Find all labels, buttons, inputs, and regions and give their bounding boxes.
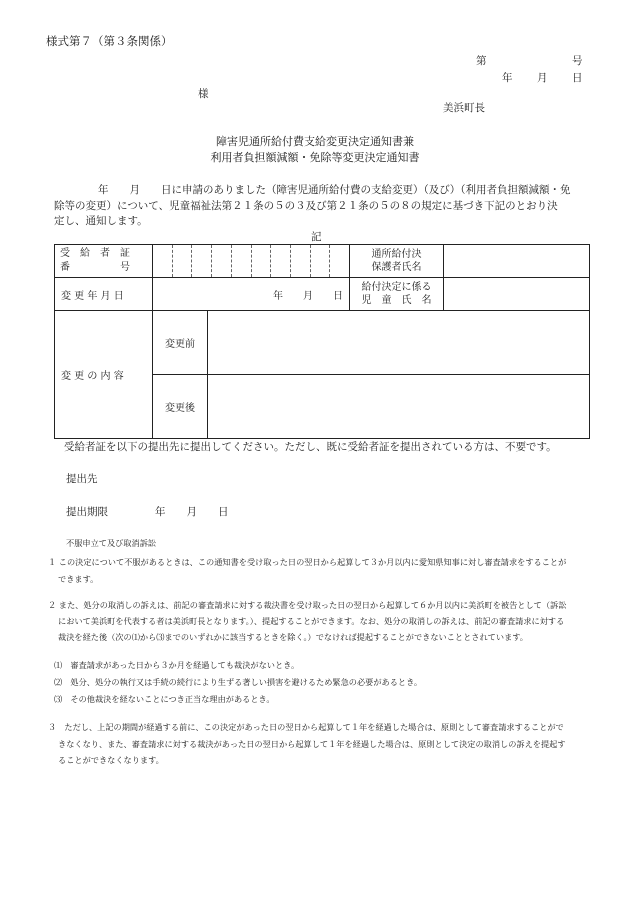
appeal-item-2: ⑵ 処分、処分の執行又は手続の続行により生ずる著しい損害を避けるため緊急の必要があるとき。 (54, 677, 423, 687)
intro-line-3: 定し、通知します。 (54, 215, 148, 227)
intro-line-2: 除等の変更）について、児童福祉法第２１条の５の３及び第２１条の５の８の規定に基づき下記のとおり決 (54, 200, 558, 212)
appeal-p3-line2: きなくなり、また、審査請求に対する裁決があった日の翌日から起算して１年を経過した場合は、原則として決定の取消しの訴えを提起す (58, 739, 566, 749)
appeal-p3-line3: ることができなくなります。 (58, 755, 164, 765)
submission-note: 受給者証を以下の提出先に提出してください。ただし、既に受給者証を提出されている方は、不要です。 (64, 441, 557, 453)
before-field[interactable] (208, 311, 590, 375)
addressee-sama: 様 (198, 88, 209, 100)
deadline-label: 提出期限 (66, 506, 108, 518)
after-label: 変更後 (153, 375, 208, 439)
appeal-p2-line1: ２ また、処分の取消しの訴えは、前記の審査請求に対する裁決書を受け取った日の翌日から起算して６か月以内に美浜町を被告として（訴訟 (48, 600, 567, 610)
decision-table (54, 244, 590, 439)
child-name-label: 給付決定に係る 児 童 氏 名 (350, 278, 444, 311)
doc-number-dai: 第 (476, 55, 487, 67)
guardian-name-field[interactable] (444, 245, 590, 278)
appeal-p3-line1: ３ ただし、上記の期間が経過する前に、この決定があった日の翌日から起算して１年を経過した場合は、原則として審査請求することがで (48, 722, 564, 732)
form-number: 様式第７（第３条関係） (46, 34, 173, 48)
child-name-field[interactable] (444, 278, 590, 311)
date-day: 日 (572, 72, 583, 84)
appeal-p1-line1: １ この決定について不服があるときは、この通知書を受け取った日の翌日から起算して３か月以内に愛知県知事に対し審査請求をすることが (48, 557, 567, 567)
deadline-value: 年 月 日 (155, 506, 229, 518)
recipient-no-label: 受 給 者 証 番 号 (55, 245, 153, 278)
issuer-name: 美浜町長 (443, 102, 485, 114)
date-year: 年 (502, 72, 513, 84)
appeal-p1-line2: できます。 (58, 574, 99, 584)
change-date-field[interactable]: 年 月 日 (153, 278, 350, 311)
title-line-2: 利用者負担額減額・免除等変更決定通知書 (210, 151, 420, 164)
before-label: 変更前 (153, 311, 208, 375)
title-line-1: 障害児通所給付費支給変更決定通知書兼 (216, 135, 414, 148)
appeal-p2-line3: 裁決を経た後（次の⑴から⑶までのいずれかに該当するときを除く。）でなければ提起することができないこととされています。 (58, 632, 528, 642)
appeal-heading: 不服申立て及び取消訴訟 (66, 538, 157, 548)
after-field[interactable] (208, 375, 590, 439)
appeal-item-3: ⑶ その他裁決を経ないことにつき正当な理由があるとき。 (54, 694, 275, 704)
guardian-name-label: 通所給付決 保護者氏名 (350, 245, 444, 278)
recipient-no-cells[interactable] (153, 245, 350, 278)
intro-line-1: 年 月 日に申請のありました（障害児通所給付費の支給変更）（及び）（利用者負担額減額・免 (98, 184, 571, 196)
appeal-p2-line2: において美浜町を代表する者は美浜町長となります。）、提起することができます。なお、処分の取消しの訴えは、前記の審査請求に対する (58, 616, 565, 626)
ki-label: 記 (311, 231, 322, 243)
appeal-item-1: ⑴ 審査請求があった日から３か月を経過しても裁決がないとき。 (54, 660, 300, 670)
change-content-label: 変 更 の 内 容 (55, 311, 153, 439)
change-date-label: 変 更 年 月 日 (55, 278, 153, 311)
doc-number-go: 号 (572, 55, 583, 67)
date-month: 月 (537, 72, 548, 84)
destination-label: 提出先 (66, 473, 98, 485)
